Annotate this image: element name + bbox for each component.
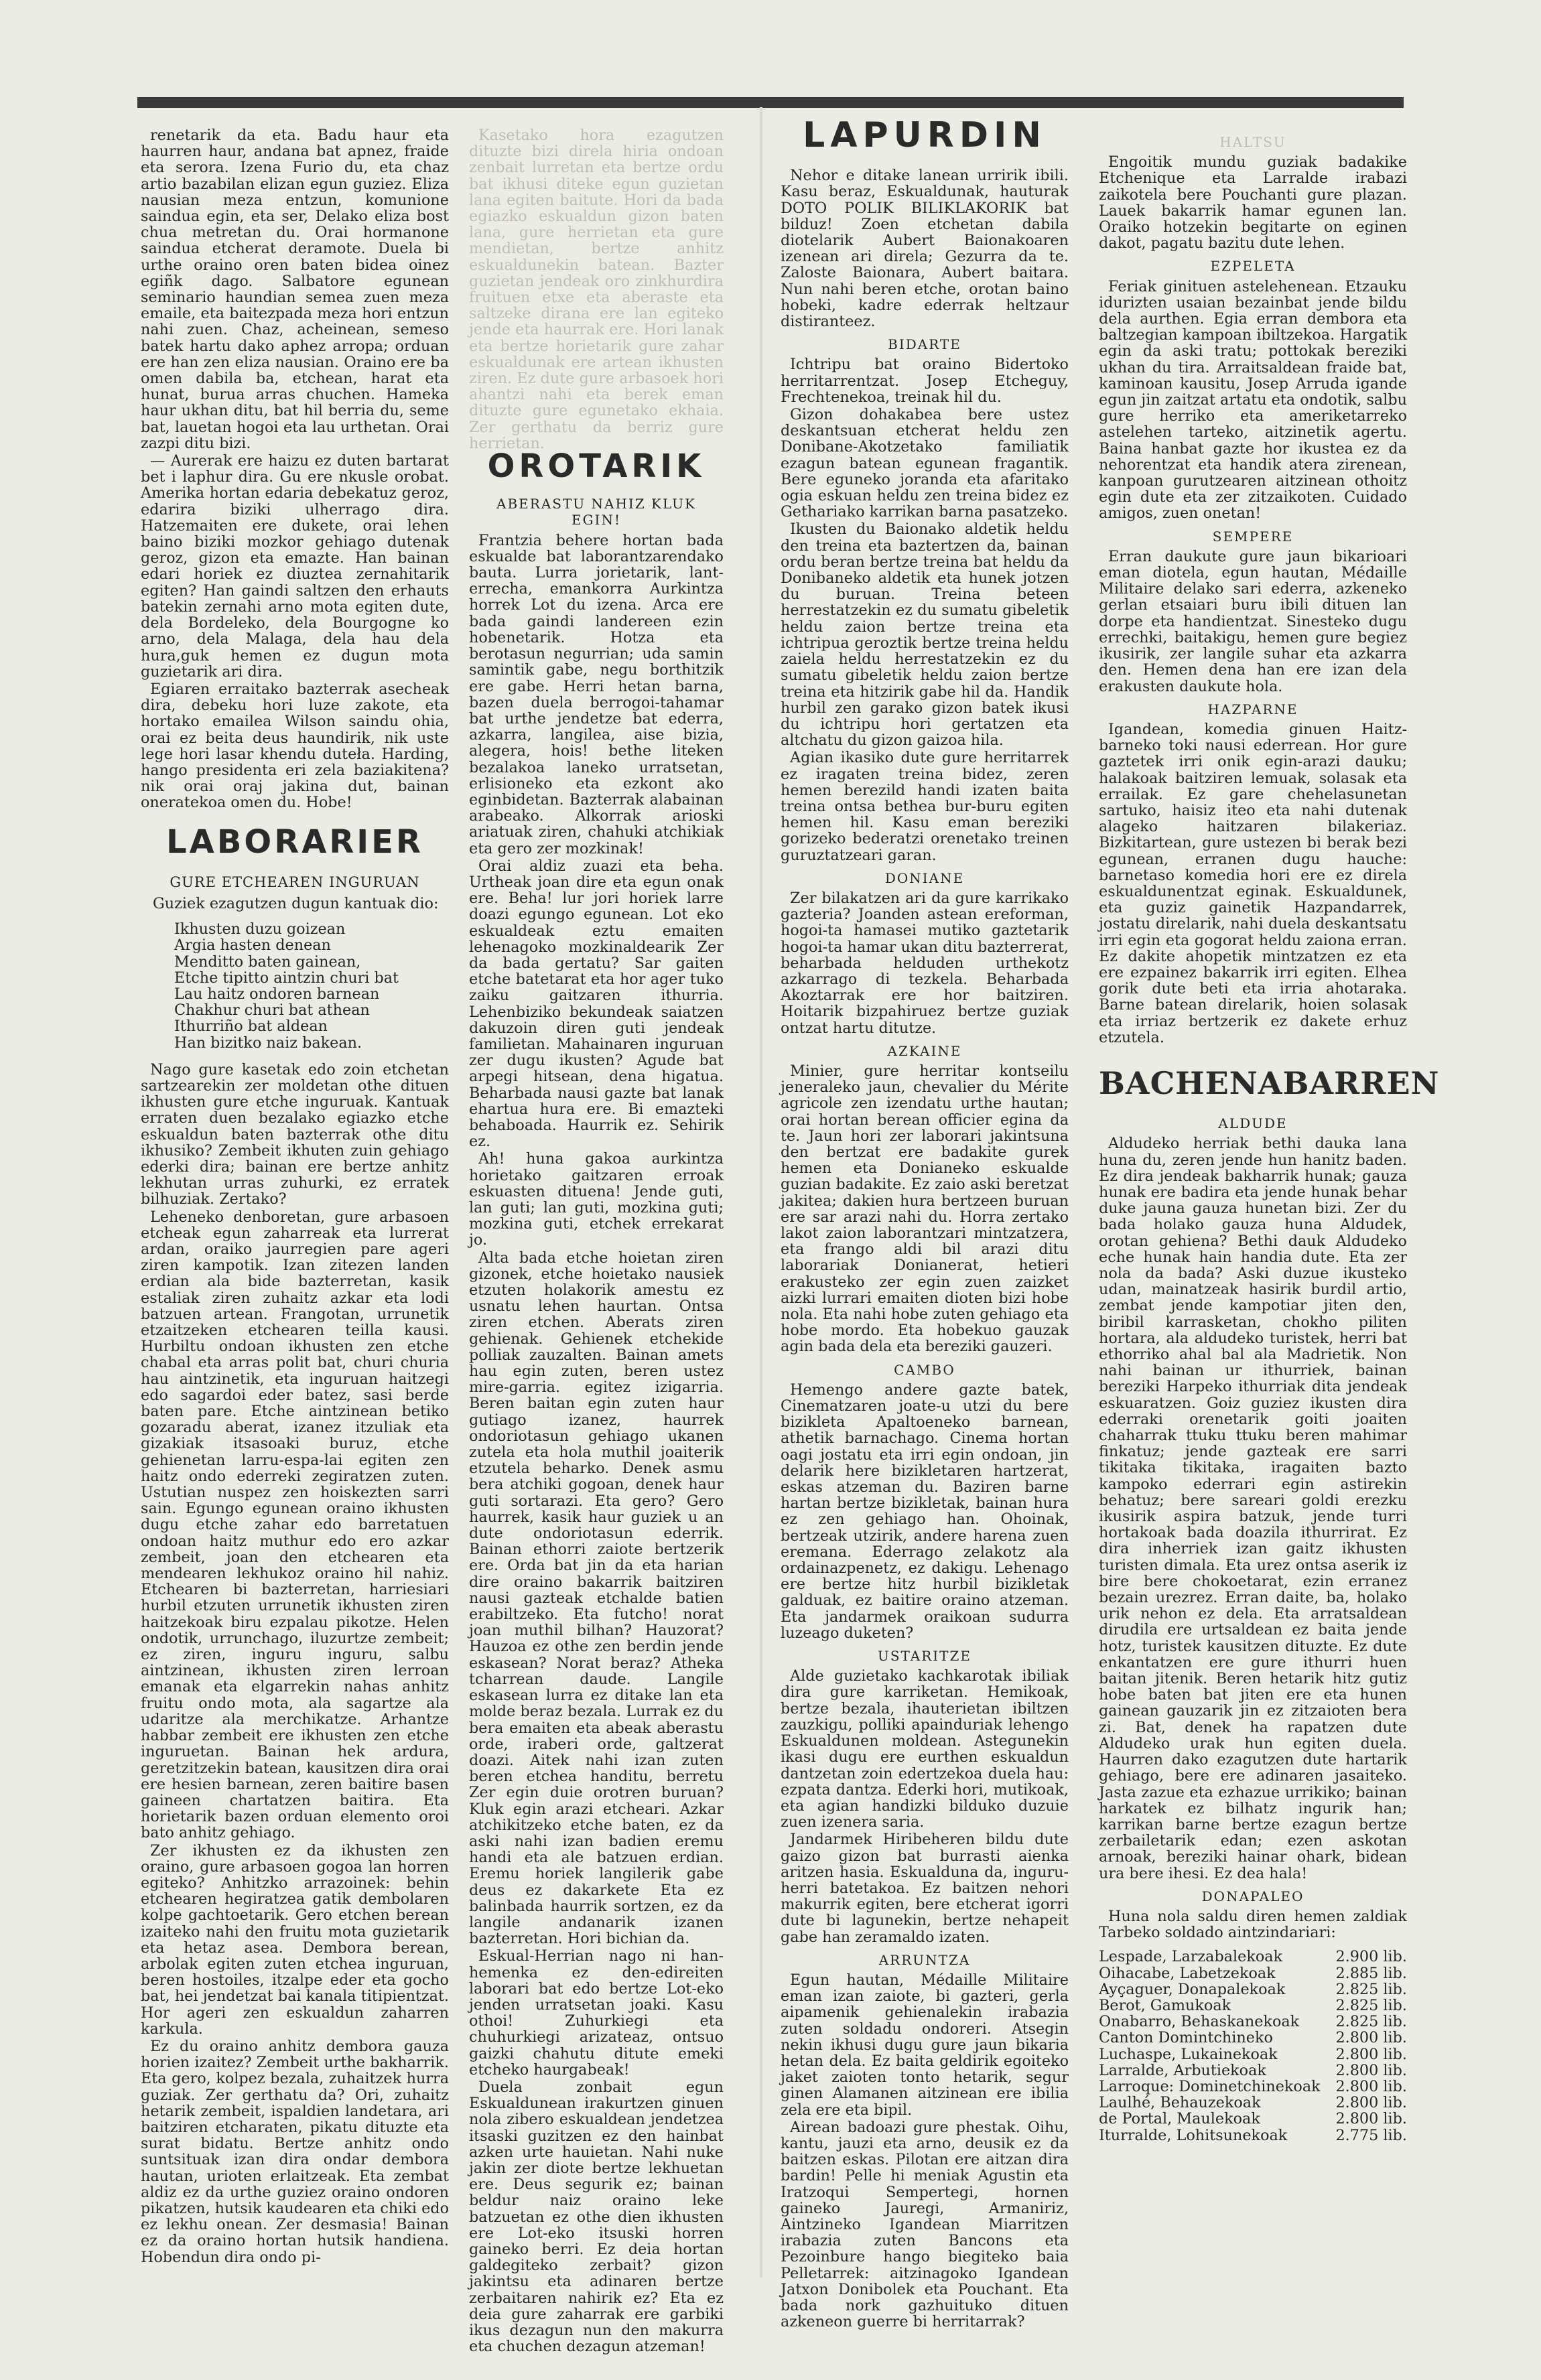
town-heading: SEMPERE	[1212, 528, 1294, 545]
town-heading: HAZPARNE	[1207, 701, 1298, 717]
paragraph: — Aurerak ere haizu ez duten bartarat bet i laphur dira. Gu ere nkusle orobat. Amerika hortan edaria debekatuz geroz, edarira biziki ulherrago dira. Hatzemaiten ere dukete, orai lehen baino biziki mozkor gehiago dutenak geroz, gizon eta emazte. Han bainan edari horiek ez diuztea zernahitarik egiten? Han gaindi saltzen den erhauts batekin zernahi arno mota egiten dute, dela Bordeleko, dela Bourgogne ko arno, dela Malaga, dela hau dela hura,guk hemen ez dugun mota guzietarik ari dira.	[141, 452, 449, 681]
seller-name: Iturralde, Lohitsunekoak	[1099, 2126, 1288, 2144]
page-fold	[760, 107, 762, 2278]
paragraph: Zer ikhusten ez da ikhusten zen oraino, gure arbasoen gogoa lan horren egiteko? Anhitzko arrazoinek: behin etchearen hegiratzea gatik dembolaren kolpe gachtoetarik. Gero etchen berean izaiteko nahi den fruitu mota guzietarik eta hetaz asea. Dembora berean, arbolak egiten zuten etchea inguruan, beren hostoiles, itzalpe eder eta gocho bat, hei jendetzat bai kanala titipientzat. Hor ageri zen eskualdun zaharren karkula.	[141, 1841, 449, 2038]
price-row	[1099, 2095, 1407, 2111]
price-row	[1099, 1949, 1407, 1965]
price-list	[1099, 1949, 1407, 2143]
seller-name: Larroque: Dominetchinekoak	[1099, 2077, 1321, 2095]
town-heading: DONIANE	[884, 869, 965, 886]
poem-line: Ikhusten duzu goizean	[174, 920, 346, 938]
section-masthead-bachenabarren: BACHENABARREN	[1099, 1064, 1440, 1101]
paragraph: Eskual-Herrian nago ni han-hemenka ez den-edireiten laborari bat edo bertze Lot-eko jenden urratsetan joaki. Kasu othoi! Zuhurkiegi eta chuhurkiegi arizateaz, ontsuo gaizki chahutu ditute emeki etcheko haurgabeak!	[469, 1947, 724, 2079]
section-masthead-laborarier: LABORARIER	[166, 823, 423, 861]
town-heading: BIDARTE	[888, 336, 961, 353]
paragraph: Zer bilakatzen ari da gure karrikako gazteria? Joanden astean ereforman, hogoi-ta hamasei mutiko gaztetarik hogoi-ta hamar ukan ditu bazterrerat, beharbada helduden urthekotz azkarrago di tezkela. Beharbada Akoztarrak ere hor baitziren. Hoitarik bizpahiruez bertze guziak ontzat hartu ditutze.	[781, 889, 1069, 1037]
price-value: 2.800 lib.	[1335, 2094, 1407, 2112]
paragraph: Huna nola saldu diren hemen zaldiak Tarbeko soldado aintzindariari:	[1099, 1907, 1407, 1942]
article-title: GURE ETCHEAREN INGURUAN	[170, 873, 420, 890]
paragraph: Ah! huna gakoa aurkintza horietako gaitzaren erroak eskuasten dituena! Jende guti, lan guti; lan guti, mozkina guti; mozkina guti, etchek errekarat jo.	[469, 1150, 724, 1249]
column-2	[469, 127, 724, 2356]
poem-intro: Guziek ezagutzen dugun kantuak dio:	[153, 894, 439, 912]
paragraph: Nehor e ditake lanean urririk ibili. Kasu beraz, Eskualdunak, hauturak DOTO POLIK BILIKLAKORIK bat bilduz! Zoen etchetan dabila diotelarik Aubert Baionakoaren izenean ari direla; Gezurra da te. Zaloste Baionara, Aubert baitara. Nun nahi beren etche, orotan baino hobeki, kadre ederrak heltzaur distiranteez.	[781, 167, 1069, 331]
town-heading: EZPELETA	[1210, 258, 1296, 275]
paragraph: Alta bada etche hoietan ziren gizonek, etche hoietako nausiek etzuten holakorik amestu ez usnatu lehen haurtan. Ontsa ziren etchen. Aberats ziren gehienak. Gehienek etchekide polliak zauzalten. Bainan amets hau egin zuten, beren ustez mire-garria. egitez izigarria. Beren baitan egin zuten haur gutiago izanez, haurrek ondoriotasun gehiago ukanen zutela eta hola muthil joaiterik etzutela beharko. Denek asmu bera atchiki gogoan, denek haur guti sortarazi. Eta gero? Gero haurrek, kasik haur guziek u an dute ondoriotasun ederrik. Bainan ethorri zaiote bertzerik ere. Orda bat jin da eta harian dire oraino bakarrik baitziren nausi gazteak etchalde batien erabiltzeko. Eta futcho! norat joan muthil bilhan? Hauzorat? Hauzoa ez othe zen berdin jende eskasean? Norat beraz? Atheka tcharrean daude. Langile eskasean lurra ez ditake lan eta molde beraz bezala. Lurrak ez du bera emaiten eta abeak aberastu orde, iraberi orde, galtzerat doazi. Aitek nahi izan zuten beren etchea handitu, berretu Zer egin duie orotren buruan? Kluk egin arazi etcheari. Azkar atchikitzeko etche baten, ez da aski nahi izan badien eremu handi eta ale batzuen erdian. Eremu horiek langilerik gabe deus ez dakarkete Eta ez balinbada haurrik sortzen, ez da langile andanarik izanen bazterretan. Hori bichian da.	[469, 1249, 724, 1948]
poem-line: Etche tipitto aintzin churi bat	[174, 969, 399, 987]
price-value: 2.800 lib.	[1335, 2045, 1407, 2063]
column-3	[781, 115, 1069, 2331]
town-heading: AZKAINE	[887, 1042, 962, 1059]
price-value: 2.825 lib.	[1335, 2013, 1407, 2031]
paragraph: Minier, gure herritar kontseilu jeneraleko jaun, chevalier du Mérite agricole zen izendatu urthe hautan; orai hortan berean officier egina da te. Jaun hori zer laborari jakintsuna den bertzat ere badakite gurek hemen eta Donianeko eskualde guzian badakite. Ez zaio aski beretzat jakitea; dakien hura bertzeen buruan ere sar arazi nahi du. Horra zertako lakot zaion laborantzari mintzatzera, eta frango aldi bil arazi ditu laborariak Donianerat, hetieri erakusteko zer egin zuen zaizket aizki lurrari emaiten dioten bizi hobe nola. Eta nahi hobe zuten gehiago eta hobe mordo. Eta hobekuo gauzak agin bada dela eta bereziki gauzeri.	[781, 1062, 1069, 1356]
article-title: ABERASTU NAHIZ KLUK EGIN!	[496, 496, 696, 529]
price-value: 2.800 lib.	[1335, 2077, 1407, 2095]
paragraph: Orai aldiz zuazi eta beha. Urtheak joan dire eta egun onak ere. Beha! lur jori horiek larre doazi egungo egunean. Lot eko eskualdeak eztu emaiten lehenagoko mozkinaldearik Zer da bada gertatu? Sar gaiten etche batetarat eta hor ager tuko zaiku gaitzaren ithurria. Lehenbiziko bekundeak saiatzen dakuzoin diren guti jendeak familietan. Mahainaren inguruan zer dugu ikusten? Agude bat arpegi hitsean, dena higatua. Beharbada nausi gazte bat lanak ehartua hura ere. Bi emazteki behaboada. Haurrik ez. Sehirik ez.	[469, 857, 724, 1151]
column-1	[141, 127, 449, 2267]
town-heading: HALTSU	[1219, 134, 1286, 150]
paragraph: Leheneko denboretan, gure arbasoen etcheak egun zaharreak eta lurrerat ardan, oraiko jaurregien pare ageri ziren kampotik. Izan zitezen landen erdian ala bide bazterretan, kasik estaliak ziren zuhaitz azkar eta lodi batzuen artean. Frangotan, urrunetik etzaitzeken etchearen teilla kausi. Hurbiltu ondoan ikhusten zen etche chabal eta arras polit bat, churi churia hau aintzinetik, eta inguruan haitzegi edo sagardoi eder batez, sasi berde baten pare. Etche aintzinean betiko gozaradu aberat, izanez itzuliak eta gizakiak itsasoaki buruz, etche gehienetan larru-espa-lai egiten zen haitz ondo ederreki zegiratzen zuten. Ustutian nuspez zen hoiskezten sarri sain. Egungo egunean oraino ikhusten dugu etche zahar edo barretatuen ondoan haitz muthur edo ero azkar zembeit, joan den etchearen eta mendearen lekhukoz oraino hil nahiz. Etchearen bi bazterretan, harriesiari hurbil etzuten urrunetik ikhusten ziren haitzekoak biru ezpalau pikotze. Helen ondotik, urrunchago, iluzurtze zembeit; ez ziren, inguru inguru, salbu aintzinean, ikhusten ziren lerroan emanak eta elgarrekin nahas anhitz fruitu ondo mota, ala sagartze ala udaritze ala merchikatze. Arhantze habbar zembeit ere ikhusten zen etche inguruetan. Bainan hek ardura, geretzitzekin batean, kausitzen dira orai ere hesien barnean, zeren baitire basen gaineen chartatzen baitira. Eta horietarik bazen orduan elemento oroi bato anhitz gehiago.	[141, 1208, 449, 1842]
town-heading: DONAPALEO	[1201, 1888, 1304, 1904]
column-4	[1099, 127, 1440, 2144]
paragraph: Ichtripu bat oraino Bidertoko herritarrentzat. Josep Etcheguy, Frechtenekoa, treinak hil du.	[781, 356, 1069, 406]
price-value: 2.800 lib.	[1335, 2110, 1407, 2128]
paragraph: Egun hautan, Médaille Militaire eman izan zaiote, bi gazteri, gerla aipamenik gehienalekin irabazia zuten soldadu ondoreri. Atsegin nekin ikhusi dugu gure jaun bikaria hetan dela. Ez baita geldirik egoiteko jaket zaioten tonto hetarik, segur ginen Alamanen aitzinean ere ibilia zela ere eta bipil.	[781, 1971, 1069, 2119]
seller-name: Lespade, Larzabalekoak	[1099, 1948, 1283, 1966]
price-row	[1099, 1965, 1407, 1981]
paragraph: Alde guzietako kachkarotak ibiliak dira gure karriketan. Hemikoak, bertze bezala, ihauterietan ibiltzen zauzkigu, polliki apainduriak lehengo Eskualdunen moldean. Astegunekin ikasi dugu ere eurthen eskualdun dantzetan zoin edertzekoa duela hau: ezpata dantza. Ederki hori, mutikoak, eta agian handizki bilduko duzuie zuen izenera saria.	[781, 1667, 1069, 1831]
seller-name: Onabarro, Behaskanekoak	[1099, 2013, 1300, 2031]
poem-line: Chakhur churi bat athean	[174, 1001, 370, 1020]
paragraph: Ez du oraino anhitz dembora gauza horien izaitez? Zembeit urthe bakharrik. Eta gero, kolpez bezala, zuhaitzek hurra guziak. Zer gerthatu da? Ori, zuhaitz hetarik zembeit, ispaldien landetara, ari baitziren etcharaten, pikatu dituzte eta surat bidatu. Bertze anhitz ondo suntsituak izan dira ondar dembora hautan, urioten erlaitzeak. Eta zembat aldiz ez da urthe guziez oraino ondoren pikatzen, hutsik kaudearen eta chiki edo ez lekhu onean. Zer desmasia! Bainan ez da oraino hortan hutsik handiena. Hobendun dira ondo pi-	[141, 2037, 449, 2266]
price-value: 2.775 lib.	[1335, 2126, 1407, 2144]
poem-line: Menditto baten gainean,	[174, 953, 361, 971]
section-masthead-orotarik: OROTARIK	[487, 447, 706, 486]
paragraph: Jandarmek Hiribeheren bildu dute gaizo gizon bat burrasti aienka aritzen hasia. Eskualduna da, inguru-herri batetakoa. Ez baitzen nehori makurrik egiten, bere etcherat igorri dute bi lagunekin, bertze nehapeit gabe han zeramaldo izaten.	[781, 1831, 1069, 1946]
seller-name: Larralde, Arbutiekoak	[1099, 2061, 1266, 2079]
paragraph: Engoitik mundu guziak badakike Etchenique eta Larralde irabazi zaikotela bere Pouchanti gure plazan. Lauek bakarrik hamar egunen lan. Oraiko hotzekin begitarte on eginen dakot, pagatu bazitu dute lehen.	[1099, 153, 1407, 253]
poem-line: Ithurriño bat aldean	[174, 1018, 328, 1036]
seller-name: Laulhé, Behauzekoak	[1099, 2094, 1261, 2112]
price-row	[1099, 2046, 1407, 2062]
price-value: 2.800 lib.	[1335, 2029, 1407, 2047]
price-row	[1099, 2111, 1407, 2127]
seller-name: Berot, Gamukoak	[1099, 1996, 1231, 2014]
town-heading: ALDUDE	[1218, 1115, 1288, 1132]
top-rule	[137, 97, 1404, 108]
seller-name: de Portal, Maulekoak	[1099, 2110, 1260, 2128]
paragraph: Egiaren erraitako bazterrak asecheak dira, debeku hori luze zakote, eta hortako emailea Wilson saindu ohia, orai ez beita deus haundirik, nik uste lege hori lasar khendu duteła. Harding, hango presidenta eri zela baziakitena? nik orai oraj jakina dut, bainan oneratekoa omen du. Hobe!	[141, 680, 449, 812]
faded-paragraph: Kasetako hora ezagutzen dituzte bizi direla hiria ondoan zenbait lurretan eta bertze ordu bat ikhusi diteke egun guzietan lana egiten baitute. Hori da bada egiazko eskualdun gizon baten lana, gure herrietan eta gure mendietan, bertze anhitz eskualdunekin batean. Bazter guzietan jendeak oro zinkhurdira fruituen etxe eta aberaste eta saltzeke dirana ere lan egiteko jende eta haurrak ere. Hori lanak eta bertze horietarik gure zahar eskualdunak ere artean ikhusten ziren. Ez dute gure arbasoek hori ahantzi nahi eta berek eman dituzte gure egunetako ekhaia. Zer gerthatu da berriz gure herrietan.	[469, 127, 724, 452]
poem-line: Han bizitko naiz bakean.	[174, 1034, 362, 1052]
paragraph: Hemengo andere gazte batek, Cinematzaren joate-u utzi du bere bizikleta Apaltoeneko barnean, athetik barnachago. Cinema hortan oagi jostatu eta irri egin ondoan, jin delarik here bizikletaren hartzerat, eskas atzeman du. Baziren barne hartan bertze bizikletak, bainan hura ez zen gehiago han. Ohoinak, bertzeak utzirik, andere harena zuen eremana. Ederrago zelakotz ala ordainazpenetz, ez dakigu. Lehenago ere bertze hitz hurbil bizikletak galduak, ez baitire oraino atzeman. Eta jandarmek oraikoan sudurra luzeago duketen?	[781, 1381, 1069, 1642]
town-heading: ARRUNTZA	[878, 1951, 971, 1968]
price-value: 2.885 lib.	[1335, 1964, 1407, 1982]
section-masthead-lapurdin: LAPURDIN	[803, 115, 1047, 155]
paragraph: Agian ikasiko dute gure herritarrek ez iragaten treina bidez, zeren hemen berezild handi izaten baita treina ontsa bethea bur-buru egiten hemen hil. Kasu eman bereziki gorizeko bederatzi orenetako treinen guruztatzeari garan.	[781, 749, 1069, 864]
paragraph: Erran daukute gure jaun bikarioari eman diotela, egun hautan, Médaille Militaire delako sari ederra, azkeneko gerlan etsaiari buru ibili dituen lan dorpe eta handientzat. Sinesteko dugu errechki, baitakigu, hemen gure begiez ikusirik, zer langile suhar eta azkarra den. Hemen dena han ere izan dela erakusten daukute hola.	[1099, 547, 1407, 695]
seller-name: Ayçaguer, Donapalekoak	[1099, 1980, 1286, 1998]
poem-line: Lau haitz ondoren barnean	[174, 985, 380, 1003]
paragraph: Airean badoazi gure phestak. Oihu, kantu, jauzi eta arno, deusik ez da baitzen eskas. Pilotan ere aitzan dira bardin! Pelle hi meniak Agustin eta Iratzoqui Sempertegi, hornen gaineko Jauregi, Armaniriz, Aintzineko Igandean Miarritzen irabazia zuten Bancons eta Pezoinbure hango biegiteko baia Pelletarrek: aitzinagoko Igandean Jatxon Donibolek eta Pouchant. Eta bada nork gazhuituko dituen azkeneon guerre bi herritarrak?	[781, 2118, 1069, 2331]
seller-name: Oihacabe, Labetzekoak	[1099, 1964, 1276, 1982]
price-row	[1099, 2014, 1407, 2030]
paragraph: renetarik da eta. Badu haur eta haurren haur, andana bat apnez, fraide eta serora. Izena Furio du, eta chaz artio bazabilan elizan egun guziez. Eliza nausian meza entzun, komunione saindua egin, eta ser, Delako eliza bost chua metretan du. Orai hormanone saindua etcherat deramote. Duela bi urthe oraino oren baten bidea oinez egiñk dago. Salbatore egunean seminario haundian semea zuen meza emaile, eta baitezpada meza hori entzun nahi zuen. Chaz, acheinean, semeso batek hartu dako aphez arropa; orduan ere han zen eliza nausian. Oraino ere ba omen dabila ba, etchean, harat eta hunat, burua arras chuchen. Hameka haur ukhan ditu, bat hil berria du, seme bat, lauetan hogoi eta lau urthetan. Orai zazpi ditu bizi.	[141, 127, 449, 452]
seller-name: Luchaspe, Lukainekoak	[1099, 2045, 1278, 2063]
price-row	[1099, 2127, 1407, 2144]
paragraph: Nago gure kasetak edo zoin etchetan sartzearekin zer moldetan othe dituen ikhusten gure etche inguruak. Kantuak erraten duen bezalako egiazko etche eskualdun baten bazterrak othe ditu ikhusiko? Zembeit ikhuten zuin gehiago ederki dira; bainan ere bertze anhitz lekhutan urras zuhurki, ez erratek bilhuziak. Zertako?	[141, 1060, 449, 1208]
town-heading: USTARITZE	[877, 1648, 972, 1665]
price-value: 2.900 lib.	[1335, 1948, 1407, 1966]
paragraph: Aldudeko herriak bethi dauka lana huna du, zeren jende hun hanitz baden. Ez dira jendeak bakharrik hunak; gauza hunak ere badira eta jende hunak behar duke jauna gauza hunetan bizi. Zer du bada holako gauza huna Aldudek, orotan gehiena? Bethi dauk Aldudeko eche hunak hain handia dute. Eta zer nola da bada? Aski duzue ikusteko udan, mainatzeak hasirik burdil artio, zembat jende kampotiar jiten den, biribil karrasketan, chokho piliten hortara, ala aldudeko turistek, herri bat ethorriko ahal bal ala Madrietik. Non nahi bainan ur ithurriek, bainan bereziki Harpeko ithurriak dita jendeak eskuaratzen. Goiz guziez ikusten dira ederraki orenetarik goiti joaiten chaharrak ttuku ttuku beren mahimar finkatuz; jende gazteak ere sarri tikitaka tikitaka, iragaiten bazto kampoko ederrari egin astirekin behatuz; bere sareari goldi erezku ikusirik aspira batzuk, jende turri hortakoak bada doazila ithurrirat. Ez dira inherriek izan gaitz ikhusten turisten dimala. Eta urez ontsa aserik iz bire bere chokoetarat, ezin erranez bezain urezrez. Erran daite, ba, holako urik nehon ez dela. Eta arratsaldean dirudila ere urtsaldean ez baita jende hotz, turistek kausitzen dituzte. Ez dute enkantatzen ere gure ithurri huen baitan jitenik. Beren hetarik hitz gutiz hobe baten bat jiten ere eta hunen gainean gauzarik jin ez zitzaioten bera zi. Bat, denek ha rapatzen dute Aldudeko urak hun egiten duela. Haurren dako ezagutzen dute hartarik gehiago, bere ere adinaren jasaiteko. Jasta zazue eta ezhazue urrikiko; bainan harkatek ez bilhatz ingurik han; karrikan barne bertze ezagun bertze zerbailetarik edan; ezen askotan arnoak, bereziki hainar ohark, bidean ura bere ihesi. Ez dea hala!	[1099, 1135, 1407, 1882]
paragraph: Feriak ginituen astelehenean. Etzauku idurizten usaian bezainbat jende bildu dela aurthen. Egia erran dembora eta baltzegian kampoan ibiltzekoa. Hargatik egin da aski tratu; pottokak bereziki ukhan du tira. Arraitsaldean fraide bat, kaminoan kausitu, Josep Arruda igande egun jin zaitzat artatu eta ondotik, salbu gure herriko eta ameriketarreko astelehen tarteko, aitzinetik agertu. Baina hanbat gazte hor ikustea ez da nehorentzat eta handik atera zirenean, kanpoan gurutzearen aitzinean othoitz egin dute eta zer zitzaikoten. Cuidado amigos, zuen onetan!	[1099, 277, 1407, 522]
price-value: 2.800 lib.	[1335, 2061, 1407, 2079]
price-row	[1099, 1998, 1407, 2014]
poem	[141, 896, 449, 1051]
price-row	[1099, 2062, 1407, 2079]
price-row	[1099, 2079, 1407, 2095]
town-heading: CAMBO	[894, 1361, 955, 1378]
price-row	[1099, 1981, 1407, 1998]
poem-line: Argia hasten denean	[174, 936, 331, 955]
price-value: 2.825 lib.	[1335, 1996, 1407, 2014]
price-value: 2.825 lib.	[1335, 1980, 1407, 1998]
price-row	[1099, 2030, 1407, 2046]
paragraph: Gizon dohakabea bere ustez deskantsuan etcherat heldu zen Donibane-Akotzetako familiatik ezagun batean egunean fragantik. Bere eguneko joranda eta afaritako ogia eskuan heldu zen treina bidez ez Gethariako karrikan barna pasatzeko.	[781, 406, 1069, 521]
paragraph: Ikusten du Baionako aldetik heldu den treina eta baztertzen da, bainan ordu beran bertze treina bat heldu da Donibaneko aldetik eta hunek jotzen du buruan. Treina beteen herrestatzekin ez du sumatu gibeletik heldu zaion bertze treina eta ichtripua geroztik bertze treina heldu zaiela heldu herrestatzekin ez du sumatu gibeletik heldu zaion bertze treina eta hitzirik gabe hil da. Handik hurbil zen garako gizon batek ikusi du ichtripu hori gertatzen eta altchatu du gizon gaizoa hila.	[781, 520, 1069, 750]
paragraph: Frantzia behere hortan bada eskualde bat laborantzarendako bauta. Lurra jorietarik, lant-errecha, emankorra Aurkintza horrek Lot du izena. Arca ere bada gaindi landereen ezin hobenetarik. Hotza eta berotasun negurrian; uda samin samintik gabe, negu borthitzik ere gabe. Herri hetan barna, bazen duela berrogoi-tahamar bat urthe jendetze bat ederra, azkarra, langilea, aise bizia, alegera, hois! bethe liteken bezalakoa laneko urratsetan, erlisioneko eta ezkont ako eginbidetan. Bazterrak alabainan arabeako. Alkorrak arioski ariatuak ziren, chahuki atchikiak eta gero zer mozkinak!	[469, 531, 724, 857]
paragraph: Igandean, komedia ginuen Haitz-barneko toki nausi ederrean. Hor gure gaztetek irri onik egin-arazi dauku; halakoak baitziren lemuak, solasak eta errailak. Ez gare chehelasunetan sartuko, haisiz iteo eta nahi dutenak alageko haitzaren bilakeriaz. Bizkitartean, gure ustezen bi berak bezi egunean, erranen dugu hauche: barnetaso komedia hori ere ez direla eskualdunentzat eginak. Eskualdunek, eta guziz gainetik Hazpandarrek, jostatu direlarik, nahi duela deskantsatu irri egin eta gogorat heldu zaiona erran. Ez dakite ahopetik mintzatzen ez eta ere ezpainez bakarrik irri egiten. Elhea gorik dute beti eta irria ahotaraka. Barne batean direlarik, hoien solasak eta irriaz bertzerik ez dakete erhuz etzutela.	[1099, 720, 1407, 1046]
paragraph: Duela zonbait egun Eskualdunean irakurtzen ginuen nola zibero eskualdean jendetzea itsaski guzitzen ez den hainbat azken urte hauietan. Nahi nuke jakin zer diote bertze lekhuetan ere. Deus segurik ez; bainan beldur naiz oraino leke batzuetan ez othe dien ikhusten ere Lot-eko itsuski horren gaineko berri. Ez deia hortan galdegiteko zerbait? gizon jakintsu eta adinaren bertze zerbaitaren nahirik ez? Eta ez deia gure zaharrak ere garbiki ikus dezagun nun den makurra eta chuchen dezagun atzeman!	[469, 2078, 724, 2356]
seller-name: Canton Domintchineko	[1099, 2029, 1273, 2047]
